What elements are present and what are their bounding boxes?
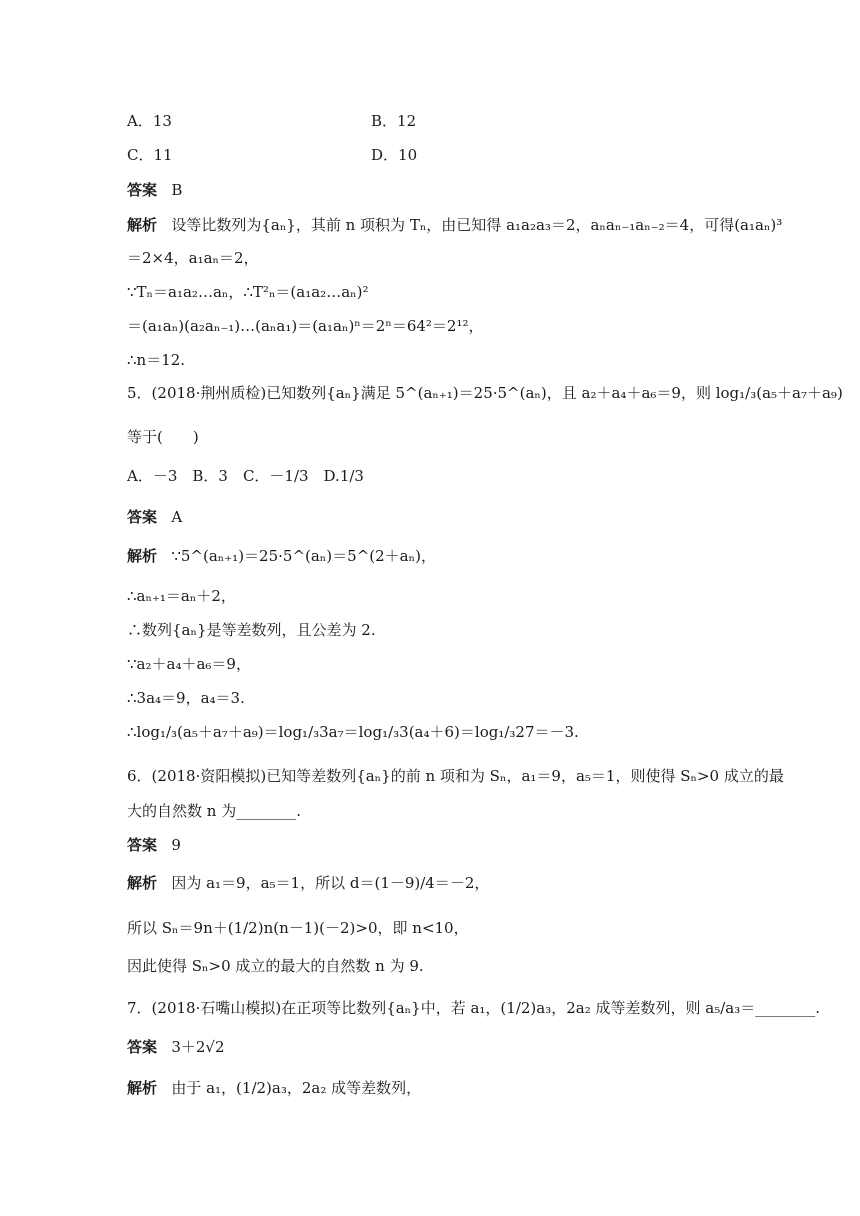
q4-solution-line-3: ∵Tₙ＝a₁a₂…aₙ，∴T²ₙ＝(a₁a₂…aₙ)²	[127, 283, 369, 301]
q7-stem: 7．(2018·石嘴山模拟)在正项等比数列{aₙ}中，若 a₁，(1/2)a₃，2a₂ 成等差数列，则 a₅/a₃＝________.	[127, 999, 821, 1017]
q4-solution-line-5: ∴n＝12.	[127, 351, 186, 369]
q5-solution-line-5: ∴3a₄＝9，a₄＝3.	[127, 689, 245, 707]
option-d: D．10	[371, 146, 418, 164]
q5-answer-line	[127, 507, 182, 527]
q5-solution-line-6: ∴log₁/₃(a₅＋a₇＋a₉)＝log₁/₃3a₇＝log₁/₃3(a₄＋6)＝log₁/₃27＝－3.	[127, 723, 579, 741]
option-b: B．12	[371, 112, 417, 130]
q6-solution-line-3: 因此使得 Sₙ>0 成立的最大的自然数 n 为 9.	[127, 957, 424, 975]
solution-label: 解析	[127, 216, 158, 234]
q5-solution-line-4: ∵a₂＋a₄＋a₆＝9，	[127, 655, 251, 673]
q7-answer-line	[127, 1037, 225, 1057]
answer-label: 答案	[127, 508, 158, 526]
q4-solution-line-2: ＝2×4，a₁aₙ＝2，	[127, 249, 259, 267]
answer-label: 答案	[127, 836, 158, 854]
option-a: A．13	[127, 112, 172, 130]
q5-options: A．－3 B．3 C．－1/3 D.1/3	[127, 467, 364, 485]
option-c: C．11	[127, 146, 173, 164]
q6-stem-line-1: 6．(2018·资阳模拟)已知等差数列{aₙ}的前 n 项和为 Sₙ，a₁＝9，a₅＝1，则使得 Sₙ>0 成立的最	[127, 767, 784, 785]
q4-answer-line	[127, 180, 182, 200]
q5-answer: A	[171, 508, 183, 526]
q4-solution-line-1: 解析 设等比数列为{aₙ}，其前 n 项积为 Tₙ，由已知得 a₁a₂a₃＝2，aₙaₙ₋₁aₙ₋₂＝4，可得(a₁aₙ)³	[127, 216, 783, 234]
solution-label: 解析	[127, 547, 158, 565]
q4-answer: B	[171, 181, 183, 199]
q6-solution-line-2: 所以 Sₙ＝9n＋(1/2)n(n－1)(－2)>0，即 n<10，	[127, 919, 469, 937]
answer-label: 答案	[127, 1038, 158, 1056]
solution-label: 解析	[127, 874, 158, 892]
q6-answer-line	[127, 835, 181, 855]
q6-solution-line-1: 解析 因为 a₁＝9，a₅＝1，所以 d＝(1－9)/4＝－2，	[127, 874, 490, 892]
q5-solution-line-1: 解析 ∵5^(aₙ₊₁)＝25·5^(aₙ)＝5^(2＋aₙ)，	[127, 547, 436, 565]
solution-label: 解析	[127, 1079, 158, 1097]
q5-solution-line-3: ∴数列{aₙ}是等差数列，且公差为 2.	[127, 621, 376, 639]
q7-answer: 3＋2√2	[171, 1038, 225, 1056]
q5-solution-line-2: ∴aₙ₊₁＝aₙ＋2，	[127, 587, 236, 605]
q6-answer: 9	[171, 836, 181, 854]
q5-stem-line-2: 等于( )	[127, 428, 199, 446]
q6-stem-line-2: 大的自然数 n 为________.	[127, 802, 301, 820]
q7-solution-line-1: 解析 由于 a₁，(1/2)a₃，2a₂ 成等差数列，	[127, 1079, 422, 1097]
answer-label: 答案	[127, 181, 158, 199]
q5-stem-line-1: 5．(2018·荆州质检)已知数列{aₙ}满足 5^(aₙ₊₁)＝25·5^(aₙ)，且 a₂＋a₄＋a₆＝9，则 log₁/₃(a₅＋a₇＋a₉)	[127, 384, 843, 402]
q4-solution-line-4: ＝(a₁aₙ)(a₂aₙ₋₁)…(aₙa₁)＝(a₁aₙ)ⁿ＝2ⁿ＝64²＝2¹²，	[127, 317, 484, 335]
